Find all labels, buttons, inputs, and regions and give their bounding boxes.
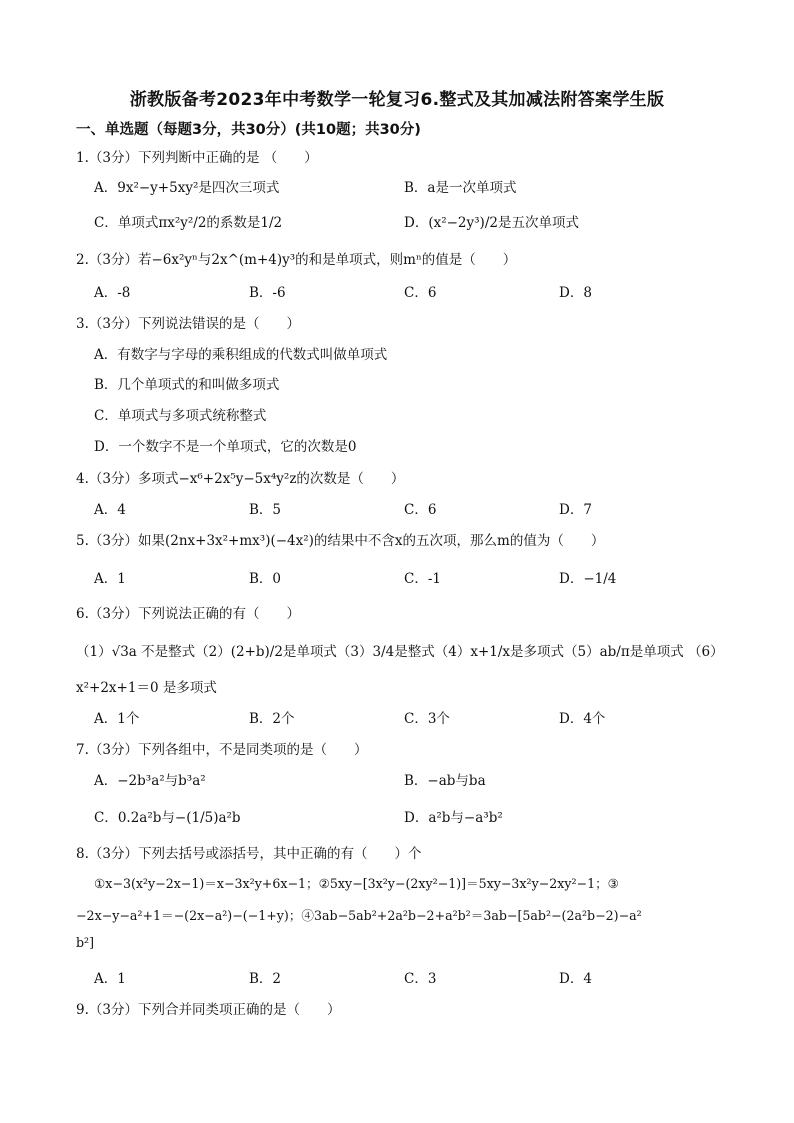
option-a: A．1 (94, 571, 126, 587)
option-c: C．3 (404, 971, 437, 987)
option-b: B．-6 (249, 285, 286, 301)
option-a: A．1个 (94, 711, 140, 727)
option-b: B．0 (249, 571, 282, 587)
option-d: D．一个数字不是一个单项式，它的次数是0 (94, 439, 357, 455)
option-b: B．−ab与ba (404, 773, 486, 789)
document-title: 浙教版备考2023年中考数学一轮复习6.整式及其加减法附答案学生版 (129, 90, 665, 110)
option-b: B．几个单项式的和叫做多项式 (94, 377, 280, 393)
question-stem: 8.（3分）下列去括号或添括号，其中正确的有（ ）个 (76, 846, 422, 862)
option-a: A．9x²−y+5xy²是四次三项式 (94, 180, 280, 196)
question-body-continued: x²+2x+1＝0 是多项式 (76, 680, 217, 696)
option-c: C．0.2a²b与−(1/5)a²b (94, 810, 241, 826)
question-stem: 1.（3分）下列判断中正确的是 （ ） (76, 150, 318, 166)
option-b: B．a是一次单项式 (404, 180, 517, 196)
question-equation-line: ①x−3(x²y−2x−1)＝x−3x²y+6x−1；②5xy−[3x²y−(2xy²−1)]＝5xy−3x²y−2xy²−1；③ (94, 876, 619, 891)
question-equation-line: −2x−y−a²+1＝−(2x−a²)−(−1+y)；④3ab−5ab²+2a²b−2+a²b²＝3ab−[5ab²−(2a²b−2)−a² (76, 908, 642, 923)
option-c: C．-1 (404, 571, 441, 587)
option-d: D．7 (559, 502, 592, 518)
question-stem: 4.（3分）多项式−x⁶+2x⁵y−5x⁴y²z的次数是（ ） (76, 471, 405, 487)
option-c: C．6 (404, 285, 437, 301)
option-c: C．单项式与多项式统称整式 (94, 408, 267, 424)
question-stem: 7.（3分）下列各组中，不是同类项的是（ ） (76, 742, 368, 758)
question-body: （1）√3a 不是整式（2）(2+b)/2是单项式（3）3/4是整式（4）x+1/x是多项式（5）ab/π是单项式 （6） (76, 644, 724, 660)
question-stem: 5.（3分）如果(2nx+3x²+mx³)(−4x²)的结果中不含x的五次项，那么m的值为（ ） (76, 533, 605, 549)
option-a: A．4 (94, 502, 126, 518)
option-a: A．-8 (94, 285, 131, 301)
option-d: D．(x²−2y³)/2是五次单项式 (404, 215, 579, 231)
option-b: B．2 (249, 971, 282, 987)
section-heading: 一、单选题（每题3分，共30分）(共10题；共30分) (76, 122, 421, 138)
question-stem: 2.（3分）若−6x²yⁿ与2x^(m+4)y³的和是单项式，则mⁿ的值是（ ） (76, 252, 517, 268)
option-b: B．2个 (249, 711, 295, 727)
option-c: C．3个 (404, 711, 450, 727)
option-d: D．4 (559, 971, 592, 987)
option-c: C．6 (404, 502, 437, 518)
question-equation-line: b²] (76, 935, 95, 950)
option-c: C．单项式πx²y²/2的系数是1/2 (94, 215, 283, 231)
question-stem: 6.（3分）下列说法正确的有（ ） (76, 606, 300, 622)
option-d: D．−1/4 (559, 571, 617, 587)
option-d: D．4个 (559, 711, 606, 727)
option-d: D．8 (559, 285, 592, 301)
option-a: A．−2b³a²与b³a² (94, 773, 206, 789)
option-d: D．a²b与−a³b² (404, 810, 503, 826)
option-b: B．5 (249, 502, 282, 518)
question-stem: 3.（3分）下列说法错误的是（ ） (76, 316, 300, 332)
option-a: A．1 (94, 971, 126, 987)
question-stem: 9.（3分）下列合并同类项正确的是（ ） (76, 1002, 341, 1018)
option-a: A．有数字与字母的乘积组成的代数式叫做单项式 (94, 347, 388, 363)
